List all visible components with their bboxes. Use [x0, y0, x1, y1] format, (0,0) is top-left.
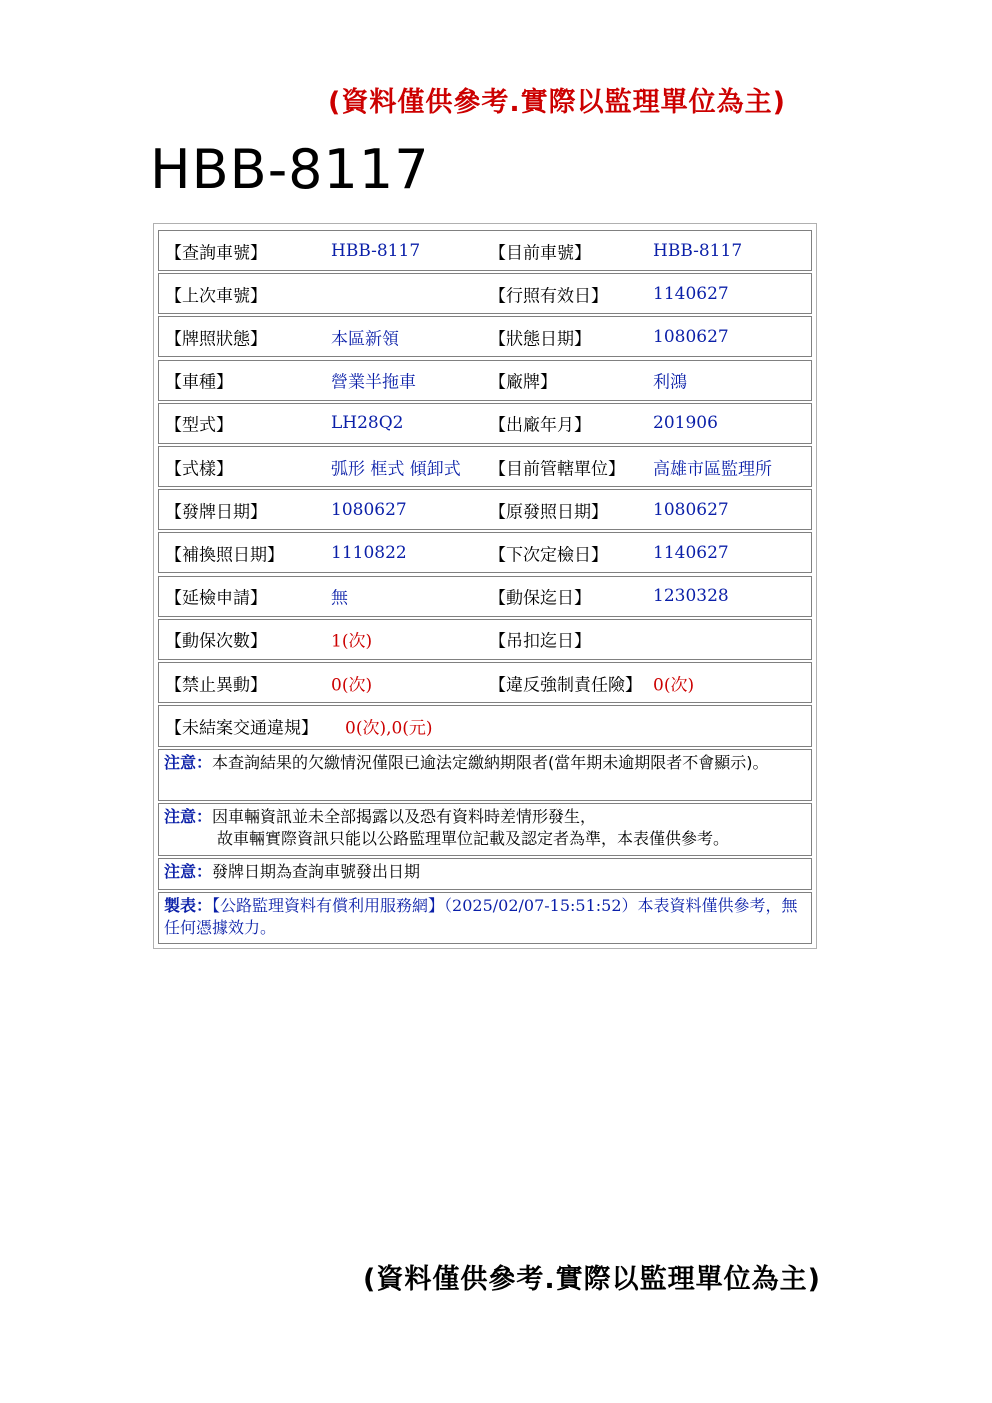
unsettled-value: 0(次),0(元) — [345, 718, 433, 739]
field-label: 【吊扣迄日】 — [489, 631, 591, 652]
field-value: 弧形 框式 傾卸式 — [331, 459, 461, 479]
unsettled-label: 【未結案交通違規】 — [165, 718, 318, 739]
field-label: 【動保迄日】 — [489, 588, 591, 609]
note-1-text: 本查詢結果的欠繳情況僅限已逾法定繳納期限者(當年期未逾期限者不會顯示)。 — [212, 753, 769, 772]
record-row — [158, 489, 812, 530]
plate-heading: HBB-8117 — [150, 138, 430, 201]
field-label: 【禁止異動】 — [165, 675, 267, 695]
field-label: 【目前車號】 — [489, 243, 591, 263]
note-3-key: 注意： — [164, 862, 213, 881]
unsettled-violations-row — [158, 705, 812, 747]
record-row — [158, 360, 812, 401]
field-value: HBB-8117 — [331, 240, 421, 261]
note-2-key: 注意： — [164, 807, 213, 826]
footer-source: 【公路監理資料有償利用服務網】 — [212, 896, 445, 915]
field-value: 高雄市區監理所 — [653, 459, 772, 479]
field-value: 1140627 — [653, 283, 729, 304]
field-value: 1110822 — [331, 542, 407, 563]
field-label: 【上次車號】 — [165, 286, 267, 307]
disclaimer-bottom: (資料僅供參考.實際以監理單位為主) — [363, 1264, 821, 1295]
footer-key: 製表： — [164, 896, 213, 915]
field-label: 【原發照日期】 — [489, 502, 608, 523]
record-row — [158, 532, 812, 573]
field-label: 【發牌日期】 — [165, 502, 267, 523]
footer-text: 本表資料僅供參考，無任何憑據效力。 — [164, 896, 798, 937]
field-label: 【廠牌】 — [489, 372, 557, 393]
record-row — [158, 273, 812, 314]
record-row — [158, 576, 812, 617]
note-3-text: 發牌日期為查詢車號發出日期 — [212, 862, 421, 881]
note-2-line2: 故車輛實際資訊只能以公路監理單位記載及認定者為準，本表僅供參考。 — [217, 829, 730, 848]
field-value: 1(次) — [331, 631, 373, 652]
record-row — [158, 662, 812, 703]
field-value: 1230328 — [653, 586, 729, 607]
footer-note — [158, 892, 812, 944]
field-label: 【查詢車號】 — [165, 243, 267, 263]
record-row — [158, 403, 812, 444]
field-value: 201906 — [653, 413, 718, 434]
field-label: 【延檢申請】 — [165, 588, 267, 609]
field-value: 無 — [331, 588, 348, 609]
vehicle-record-table — [153, 223, 817, 949]
field-label: 【出廠年月】 — [489, 415, 591, 436]
field-value: 本區新領 — [331, 329, 399, 350]
field-value: 1080627 — [653, 326, 729, 347]
field-label: 【目前管轄單位】 — [489, 459, 625, 479]
field-value: 1140627 — [653, 542, 729, 563]
field-value: HBB-8117 — [653, 240, 743, 261]
field-label: 【動保次數】 — [165, 631, 267, 652]
field-label: 【行照有效日】 — [489, 286, 608, 307]
record-row — [158, 619, 812, 660]
note-1 — [158, 749, 812, 801]
record-row — [158, 316, 812, 357]
field-value: LH28Q2 — [331, 413, 404, 434]
field-value: 1080627 — [331, 499, 407, 520]
field-label: 【牌照狀態】 — [165, 329, 267, 350]
field-label: 【車種】 — [165, 372, 233, 393]
note-1-key: 注意： — [164, 753, 213, 772]
note-2 — [158, 803, 812, 856]
field-value: 0(次) — [331, 675, 373, 695]
disclaimer-top: (資料僅供參考.實際以監理單位為主) — [328, 87, 786, 118]
field-value: 1080627 — [653, 499, 729, 520]
note-2-line1: 因車輛資訊並未全部揭露以及恐有資料時差情形發生， — [212, 807, 597, 826]
field-label: 【狀態日期】 — [489, 329, 591, 350]
record-row — [158, 446, 812, 487]
field-label: 【違反強制責任險】 — [489, 675, 642, 695]
field-value: 利鴻 — [653, 372, 687, 393]
field-label: 【補換照日期】 — [165, 545, 284, 566]
field-value: 0(次) — [653, 675, 695, 695]
field-value: 營業半拖車 — [331, 372, 416, 393]
record-row — [158, 230, 812, 271]
footer-timestamp: （2025/02/07-15:51:52） — [444, 896, 638, 915]
field-label: 【型式】 — [165, 415, 233, 436]
field-label: 【下次定檢日】 — [489, 545, 608, 566]
field-label: 【式樣】 — [165, 459, 233, 479]
note-3 — [158, 858, 812, 890]
